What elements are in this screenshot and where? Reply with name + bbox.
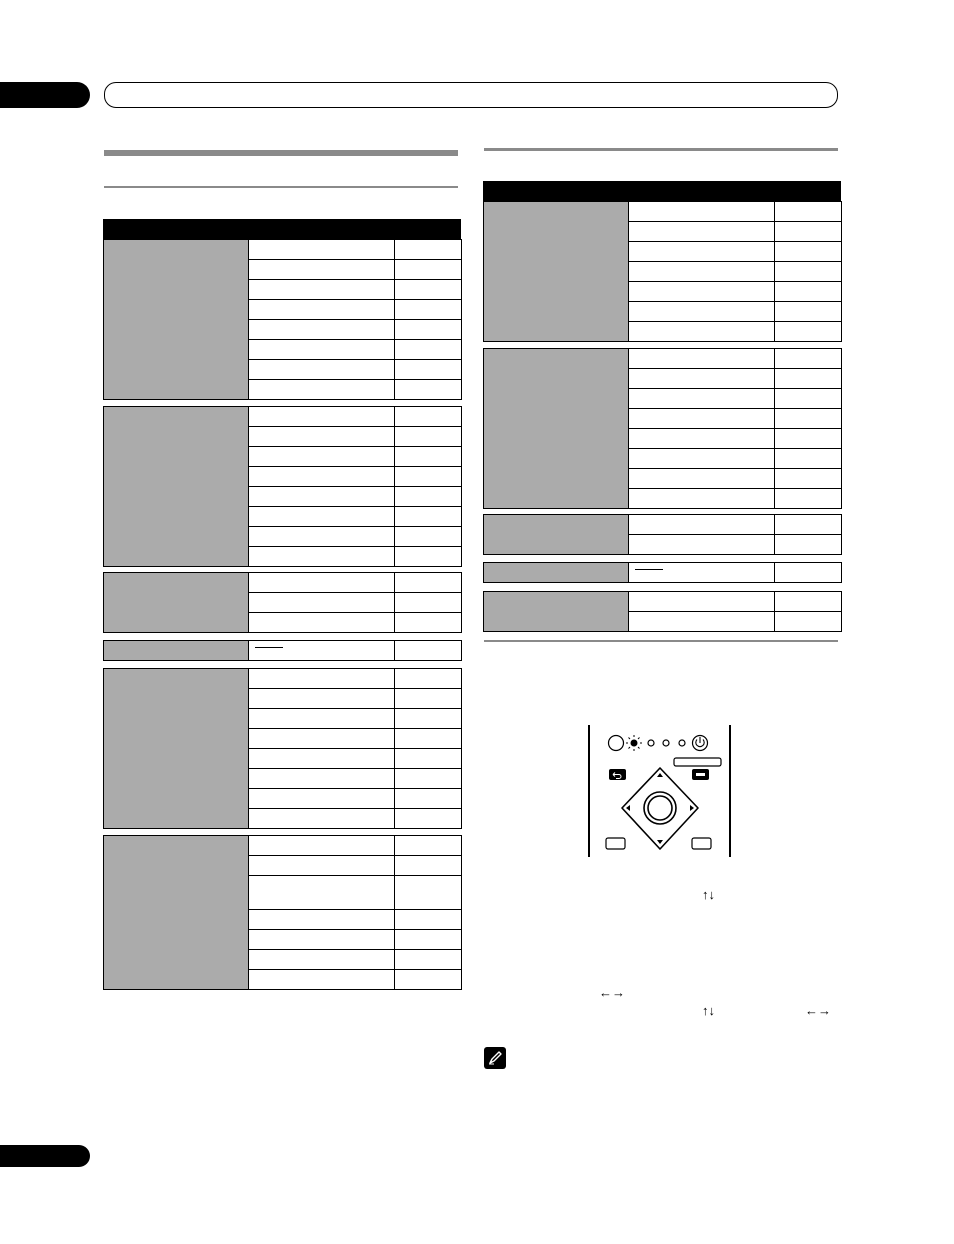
left-table-group-6 bbox=[103, 835, 462, 990]
menu-icon bbox=[692, 769, 709, 780]
right-table-group-1 bbox=[483, 201, 842, 342]
left-right-arrows-icon: ←→ bbox=[599, 985, 625, 1000]
right-table-group-3 bbox=[483, 514, 842, 555]
indicator-dot-icon bbox=[648, 740, 685, 746]
left-table-group-1 bbox=[103, 239, 462, 400]
page-number-tab bbox=[0, 1145, 90, 1167]
section-rule-right bbox=[484, 148, 838, 151]
right-table-group-4 bbox=[483, 562, 842, 583]
right-table-group-2 bbox=[483, 348, 842, 509]
return-icon bbox=[609, 769, 626, 780]
section-rule bbox=[104, 150, 458, 156]
left-table-group-4 bbox=[103, 640, 462, 661]
left-table-group-5 bbox=[103, 668, 462, 829]
right-table-header bbox=[483, 181, 841, 201]
table-end-rule bbox=[484, 640, 838, 642]
down-arrow-icon bbox=[657, 840, 663, 844]
remote-control-illustration bbox=[588, 723, 732, 859]
right-table-group-5 bbox=[483, 591, 842, 632]
subsection-rule bbox=[104, 186, 458, 188]
left-table-header bbox=[103, 219, 461, 239]
power-icon bbox=[693, 736, 708, 751]
right-arrow-icon bbox=[690, 805, 694, 811]
up-arrow-icon bbox=[657, 773, 663, 777]
chapter-tab bbox=[0, 82, 90, 108]
up-down-arrows-icon-2: ↑↓ bbox=[702, 1003, 715, 1018]
input-button-icon bbox=[609, 736, 624, 751]
left-table-group-3 bbox=[103, 572, 462, 633]
left-right-arrows-icon-2: ←→ bbox=[805, 1003, 831, 1018]
left-table-group-2 bbox=[103, 406, 462, 567]
left-arrow-icon bbox=[626, 805, 630, 811]
running-header bbox=[104, 82, 838, 108]
light-icon bbox=[626, 735, 642, 751]
up-down-arrows-icon: ↑↓ bbox=[702, 887, 715, 902]
pencil-note-icon bbox=[484, 1047, 506, 1069]
enter-button-icon bbox=[644, 792, 676, 824]
